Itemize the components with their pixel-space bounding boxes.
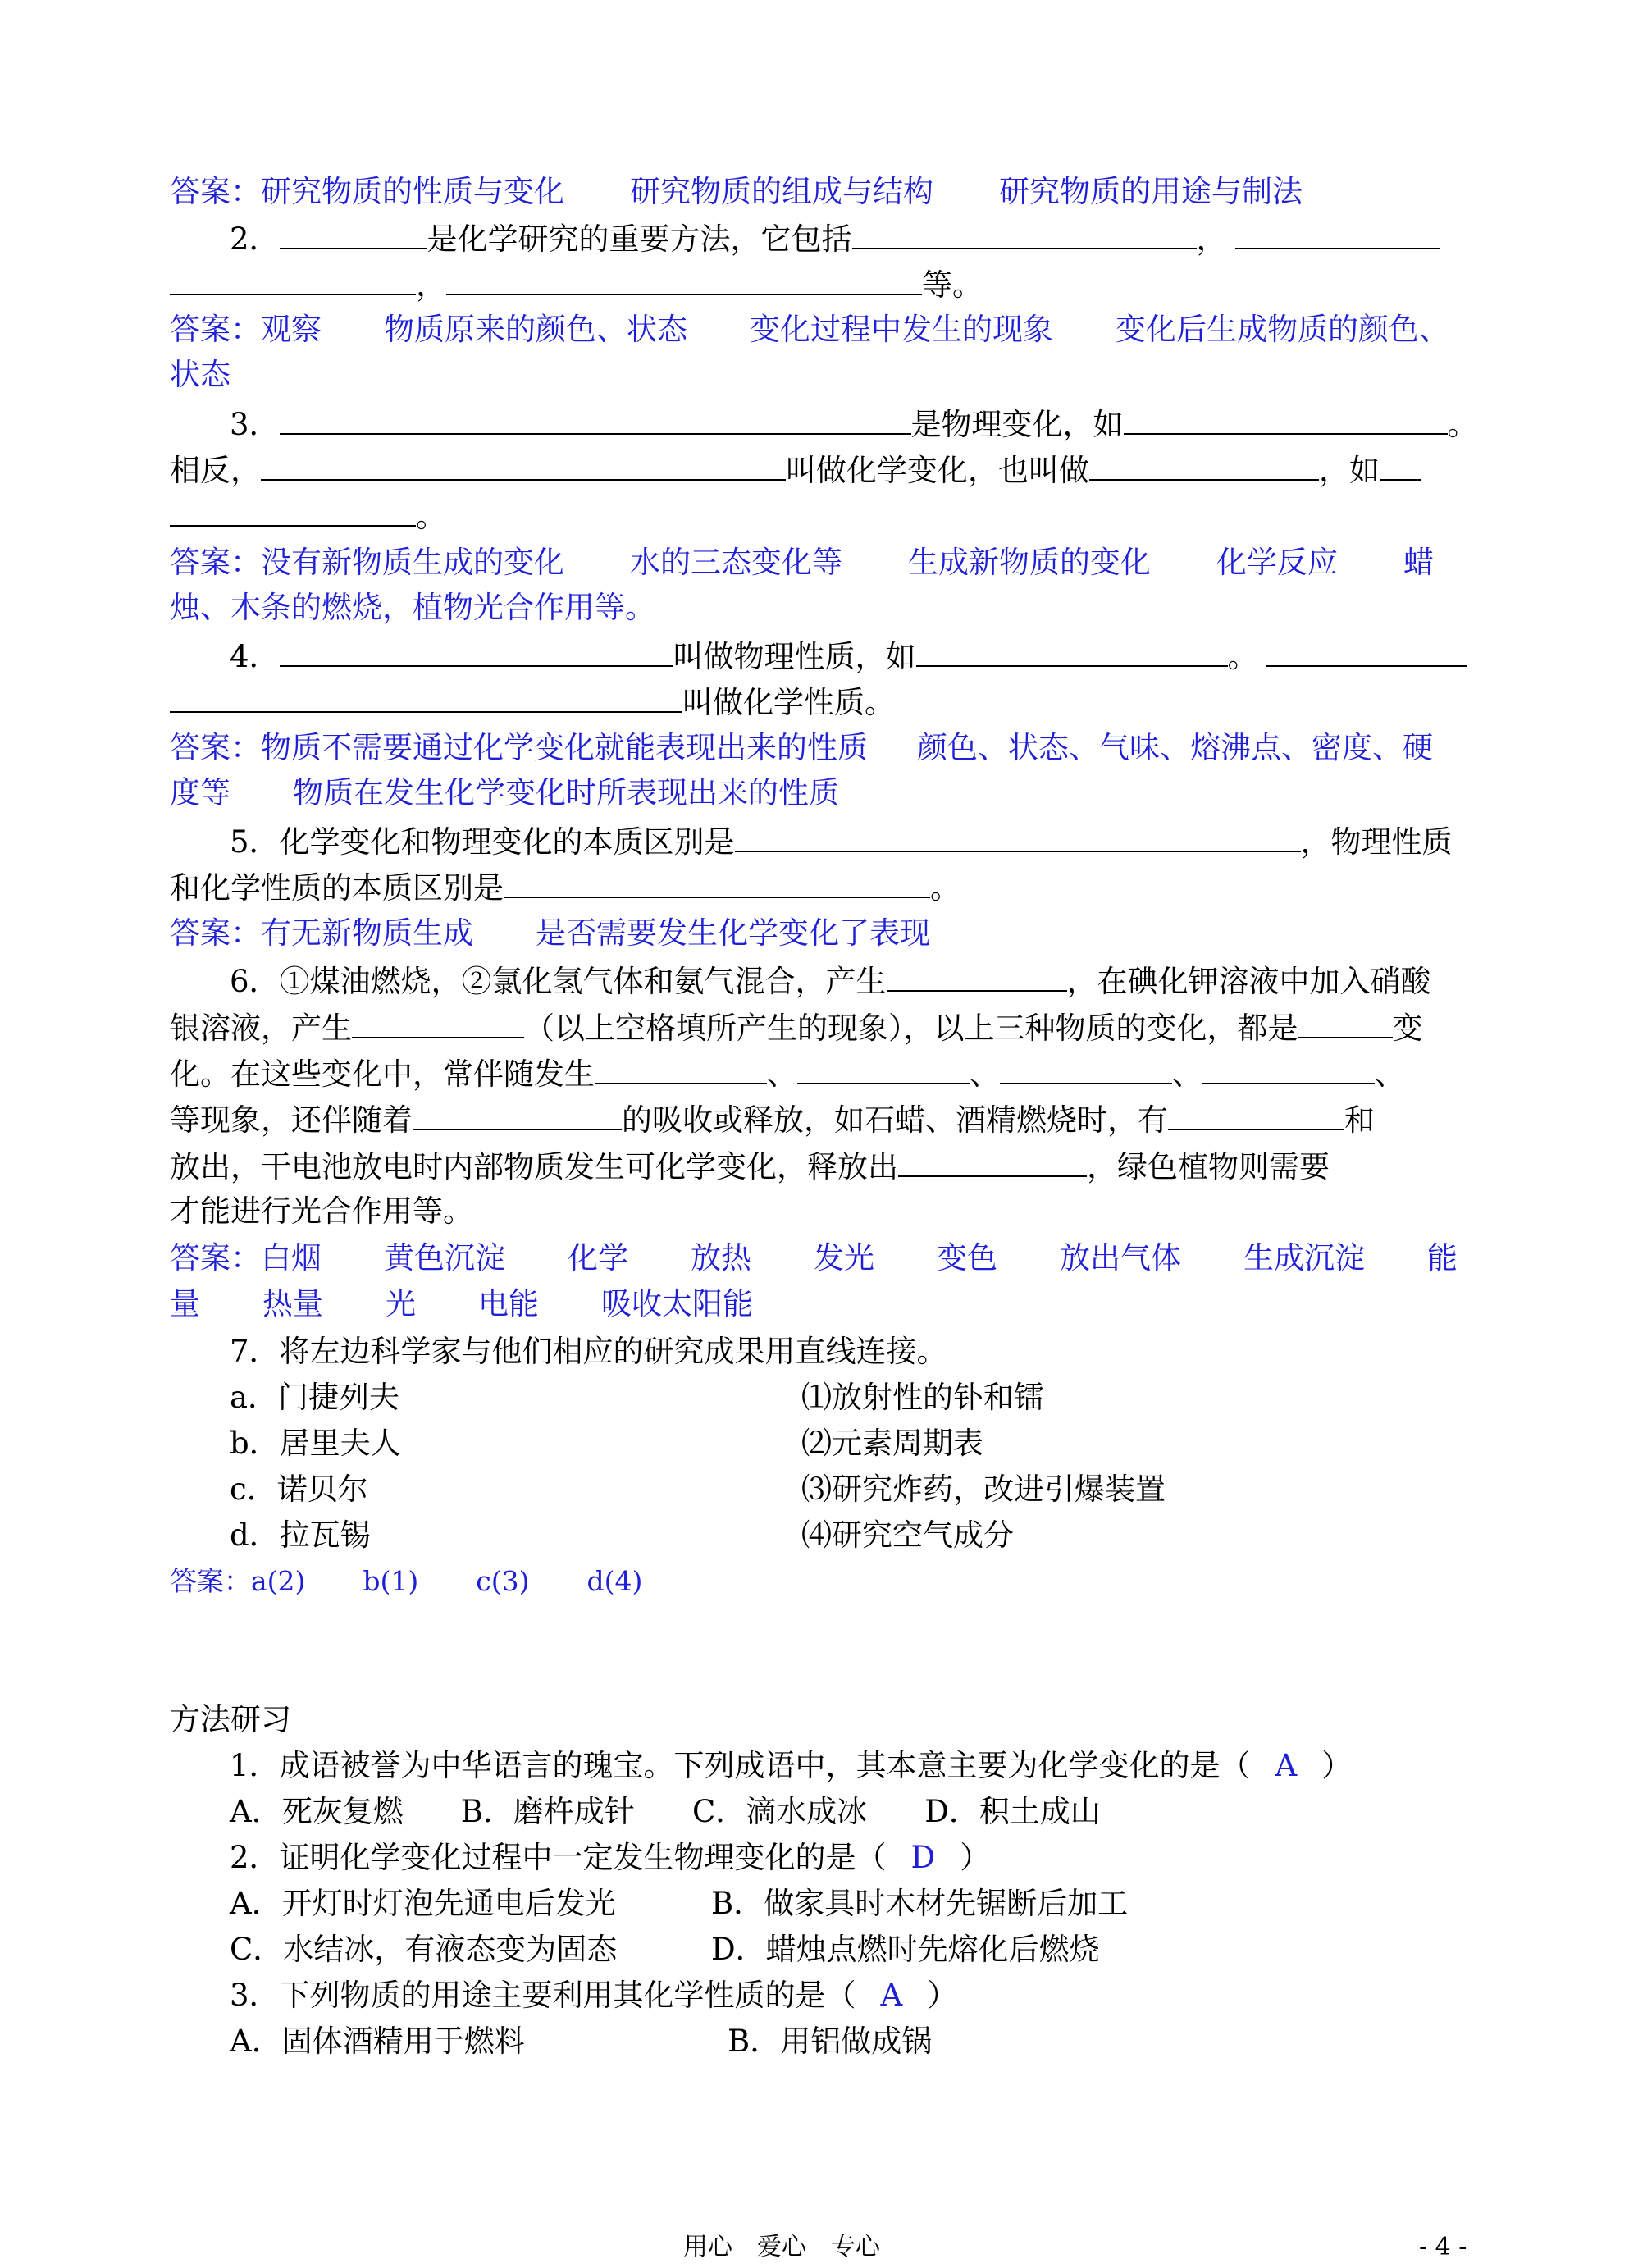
q5-text-3: 和化学性质的本质区别是 [170, 870, 504, 906]
q6-blank-4[interactable] [595, 1053, 767, 1084]
q7-right-2: ⑵元素周期表 [801, 1426, 983, 1461]
q6-text-4b: 的吸收或释放，如石蜡、酒精燃烧时，有 [622, 1102, 1168, 1138]
footer-motto: 用心 爱心 专心 [683, 2233, 880, 2261]
q4-line-1 [230, 636, 1467, 677]
m3-answer: A [880, 1978, 903, 2013]
q3-answer-3: 生成新物质的变化 [908, 545, 1151, 580]
m2-option-b: B．做家具时木材先锯断后加工 [711, 1886, 1129, 1921]
q1-answer-1: 研究物质的性质与变化 [261, 174, 564, 209]
q6-blank-8[interactable] [413, 1099, 622, 1130]
q6-blank-2[interactable] [352, 1007, 524, 1038]
m3-option-a: A．固体酒精用于燃料 [230, 2024, 525, 2059]
m2-answer: D [910, 1840, 936, 1875]
q3-answer-cont [170, 588, 655, 627]
q2-answer-cont-text: 状态 [170, 357, 230, 392]
q5-answer-2: 是否需要发生化学变化了表现 [536, 915, 930, 951]
q5-text-2: ，物理性质 [1300, 824, 1453, 860]
q6-answer-cont-1: 量 [170, 1286, 200, 1321]
m1-answer: A [1275, 1748, 1298, 1783]
q3-line-3 [170, 495, 446, 536]
q6-text-3a: 化。在这些变化中，常伴随发生 [170, 1056, 595, 1092]
m2-stem [230, 1838, 990, 1878]
q3-text-1: 是物理变化，如 [910, 407, 1124, 442]
q2-end: 等。 [922, 267, 983, 303]
m1-option-a: A．死灰复燃 [230, 1794, 404, 1829]
m2-option-d: D．蜡烛点燃时先熔化后燃烧 [711, 1932, 1100, 1967]
q6-answer-9: 能 [1427, 1240, 1458, 1275]
q4-blank-1[interactable] [280, 636, 673, 667]
m1-option-c: C．滴水成冰 [691, 1794, 868, 1829]
q6-sep-4: 、 [1375, 1056, 1405, 1092]
q6-blank-3[interactable] [1298, 1007, 1393, 1038]
answer-label: 答案： [170, 915, 261, 951]
q2-answer-3: 变化过程中发生的现象 [750, 312, 1053, 347]
answer-label: 答案： [170, 545, 261, 580]
q4-answer-cont-2: 物质在发生化学变化时所表现出来的性质 [293, 775, 839, 810]
q7-right-4: ⑷研究空气成分 [801, 1517, 1014, 1553]
q3-text-2: 相反， [170, 453, 261, 488]
q6-answer-cont-5: 吸收太阳能 [601, 1286, 753, 1321]
page-number: - 4 - [1419, 2233, 1467, 2261]
q2-blank-5[interactable] [446, 264, 922, 295]
q6-line-3 [170, 1053, 1405, 1094]
q5-answer-line [170, 914, 930, 953]
answer-label: 答案： [170, 1240, 261, 1275]
q6-answer-4: 放热 [691, 1240, 751, 1275]
q6-blank-7[interactable] [1202, 1053, 1375, 1084]
q6-text-2c: 变 [1392, 1011, 1423, 1046]
q7-row-1 [230, 1378, 1044, 1417]
q2-blank-2[interactable] [852, 218, 1197, 249]
q6-blank-10[interactable] [898, 1146, 1087, 1177]
q5-line-1 [230, 821, 1453, 862]
q7-stem [230, 1332, 947, 1371]
q3-line-2 [170, 449, 1421, 491]
q6-text-1a: 6．①煤油燃烧，②氯化氢气体和氨气混合，产生 [230, 964, 887, 999]
q6-sep-1: 、 [767, 1056, 797, 1092]
answer-label: 答案： [170, 312, 261, 347]
q3-blank-4[interactable] [1089, 449, 1319, 481]
q7-left-1: a．门捷列夫 [230, 1380, 400, 1415]
q7-answer-2: b(1) [363, 1565, 419, 1597]
q5-text-1: 化学变化和物理变化的本质区别是 [279, 824, 735, 860]
q3-blank-2[interactable] [1124, 404, 1448, 435]
m3-close: ） [927, 1978, 958, 2013]
q5-line-2 [170, 867, 960, 908]
q3-period: 。 [1447, 407, 1478, 442]
q7-left-4: d．拉瓦锡 [230, 1517, 371, 1553]
q6-answer-cont [170, 1285, 753, 1324]
q4-answer-line [170, 728, 1433, 768]
m2-options-row-2 [230, 1930, 1100, 1969]
q4-blank-4[interactable] [170, 682, 682, 713]
q7-left-3: c．诺贝尔 [230, 1472, 368, 1507]
q6-text-2b: （以上空格填所产生的现象），以上三种物质的变化，都是 [524, 1011, 1298, 1046]
q6-text-6: 才能进行光合作用等。 [170, 1193, 473, 1229]
q7-stem-text: 7．将左边科学家与他们相应的研究成果用直线连接。 [230, 1334, 947, 1369]
q3-line-1 [230, 404, 1478, 445]
q3-blank-3[interactable] [261, 449, 786, 481]
q3-answer-line [170, 543, 1434, 582]
q7-right-1: ⑴放射性的钋和镭 [801, 1380, 1044, 1415]
q7-answer-1: a(2) [251, 1565, 306, 1597]
q7-answer-line [170, 1562, 642, 1601]
m3-options [230, 2022, 933, 2061]
q6-line-5 [170, 1146, 1330, 1187]
q3-blank-6[interactable] [170, 495, 416, 527]
q3-text-3: 叫做化学变化，也叫做 [786, 453, 1089, 488]
q4-answer-1: 物质不需要通过化学变化就能表现出来的性质 [261, 730, 868, 765]
q2-blank-4[interactable] [170, 264, 416, 295]
q6-answer-5: 发光 [814, 1240, 874, 1275]
m2-options-row-1 [230, 1884, 1129, 1923]
q6-answer-8: 生成沉淀 [1243, 1240, 1365, 1275]
q6-line-1 [230, 961, 1431, 1002]
q4-text-1: 叫做物理性质，如 [673, 639, 916, 674]
q3-answer-cont-text: 烛、木条的燃烧，植物光合作用等。 [170, 590, 655, 625]
q6-text-5b: ，绿色植物则需要 [1087, 1149, 1330, 1184]
q6-sep-3: 、 [1172, 1056, 1202, 1092]
q5-blank-2[interactable] [504, 867, 930, 898]
q3-blank-5[interactable] [1380, 449, 1421, 481]
q5-answer-1: 有无新物质生成 [261, 915, 473, 951]
m1-close: ） [1321, 1748, 1353, 1783]
m1-option-b: B．磨杵成针 [460, 1794, 635, 1829]
q6-blank-1[interactable] [887, 961, 1067, 992]
q1-answer-3: 研究物质的用途与制法 [999, 174, 1303, 209]
q6-text-4a: 等现象，还伴随着 [170, 1102, 413, 1138]
q2-comma-1: ， [1196, 221, 1227, 257]
q7-row-4 [230, 1516, 1014, 1555]
m3-stem-text: 3．下列物质的用途主要利用其化学性质的是（ [230, 1978, 856, 2013]
q4-number: 4． [230, 639, 280, 674]
q6-answer-cont-4: 电能 [478, 1286, 539, 1321]
q2-answer-cont [170, 355, 230, 395]
q6-line-4 [170, 1099, 1375, 1140]
q2-text-1: 是化学研究的重要方法，它包括 [427, 221, 852, 257]
q2-line-2 [170, 264, 983, 305]
q2-answer-4: 变化后生成物质的颜色、 [1116, 312, 1449, 347]
q6-line-2 [170, 1007, 1423, 1048]
method-title-text: 方法研习 [170, 1702, 291, 1737]
q7-row-3 [230, 1470, 1166, 1509]
q7-right-3: ⑶研究炸药，改进引爆装置 [801, 1472, 1166, 1507]
q3-number: 3． [230, 407, 280, 442]
q7-answer-4: d(4) [586, 1565, 643, 1597]
q2-answer-2: 物质原来的颜色、状态 [384, 312, 687, 347]
m1-stem [230, 1746, 1352, 1786]
q7-row-2 [230, 1424, 983, 1463]
q1-answer-2: 研究物质的组成与结构 [630, 174, 933, 209]
q6-text-5a: 放出，干电池放电时内部物质发生可化学变化，释放出 [170, 1149, 898, 1184]
q6-text-2a: 银溶液，产生 [170, 1011, 352, 1046]
q2-number: 2． [230, 221, 280, 257]
q5-blank-1[interactable] [735, 821, 1301, 852]
q5-period: 。 [930, 870, 960, 906]
answer-label: 答案： [170, 174, 261, 209]
q6-answer-3: 化学 [568, 1240, 628, 1275]
m2-option-a: A．开灯时灯泡先通电后发光 [230, 1886, 616, 1921]
q7-left-2: b．居里夫人 [230, 1426, 401, 1461]
m3-stem [230, 1976, 957, 2015]
q4-answer-cont-1: 度等 [170, 775, 230, 810]
m1-option-d: D．积土成山 [924, 1794, 1101, 1829]
q4-answer-cont [170, 773, 839, 813]
q3-answer-4: 化学反应 [1216, 545, 1338, 580]
m2-stem-text: 2．证明化学变化过程中一定发生物理变化的是（ [230, 1840, 887, 1875]
m2-close: ） [960, 1840, 991, 1875]
q6-blank-9[interactable] [1168, 1099, 1344, 1130]
q6-answer-6: 变色 [937, 1240, 997, 1275]
m3-option-b: B．用铝做成锅 [728, 2024, 933, 2059]
q6-answer-2: 黄色沉淀 [384, 1240, 505, 1275]
answer-label: 答案： [170, 730, 261, 765]
q4-period: 。 [1227, 639, 1258, 674]
q3-period-2: 。 [416, 499, 446, 534]
q7-answer-3: c(3) [476, 1565, 530, 1597]
q3-answer-5: 蜡 [1403, 545, 1434, 580]
q2-comma-2: ， [416, 267, 446, 303]
q6-answer-cont-3: 光 [386, 1286, 416, 1321]
q6-line-6 [170, 1192, 473, 1231]
q4-answer-2: 颜色、状态、气味、熔沸点、密度、硬 [917, 730, 1433, 765]
q4-line-2 [170, 682, 895, 723]
q6-answer-line [170, 1239, 1458, 1278]
m1-stem-text: 1．成语被誉为中华语言的瑰宝。下列成语中，其本意主要为化学变化的是（ [230, 1748, 1251, 1783]
q6-blank-5[interactable] [797, 1053, 970, 1084]
method-title [170, 1700, 291, 1740]
q2-blank-1[interactable] [280, 218, 427, 249]
q6-text-4c: 和 [1344, 1102, 1375, 1138]
q3-answer-1: 没有新物质生成的变化 [261, 545, 564, 580]
q6-text-1b: ，在碘化钾溶液中加入硝酸 [1066, 964, 1431, 999]
q2-answer-1: 观察 [261, 312, 322, 347]
q6-answer-cont-2: 热量 [262, 1286, 323, 1321]
q2-line-1 [230, 218, 1440, 259]
q4-blank-3[interactable] [1266, 636, 1467, 667]
q2-answer-line [170, 310, 1449, 349]
q3-text-4: ，如 [1319, 453, 1380, 488]
q6-sep-2: 、 [970, 1056, 1000, 1092]
answer-label: 答案： [170, 1565, 251, 1597]
q3-answer-2: 水的三态变化等 [630, 545, 842, 580]
q6-blank-6[interactable] [1000, 1053, 1172, 1084]
q4-blank-2[interactable] [916, 636, 1228, 667]
m1-options [230, 1792, 1101, 1832]
q3-blank-1[interactable] [280, 404, 911, 435]
q4-text-2: 叫做化学性质。 [682, 685, 895, 720]
q6-answer-7: 放出气体 [1060, 1240, 1181, 1275]
q6-answer-1: 白烟 [261, 1240, 322, 1275]
q5-number: 5． [230, 824, 280, 860]
q2-blank-3[interactable] [1235, 218, 1440, 249]
m2-option-c: C．水结冰，有液态变为固态 [230, 1932, 618, 1967]
q1-answer-line [170, 172, 1303, 212]
